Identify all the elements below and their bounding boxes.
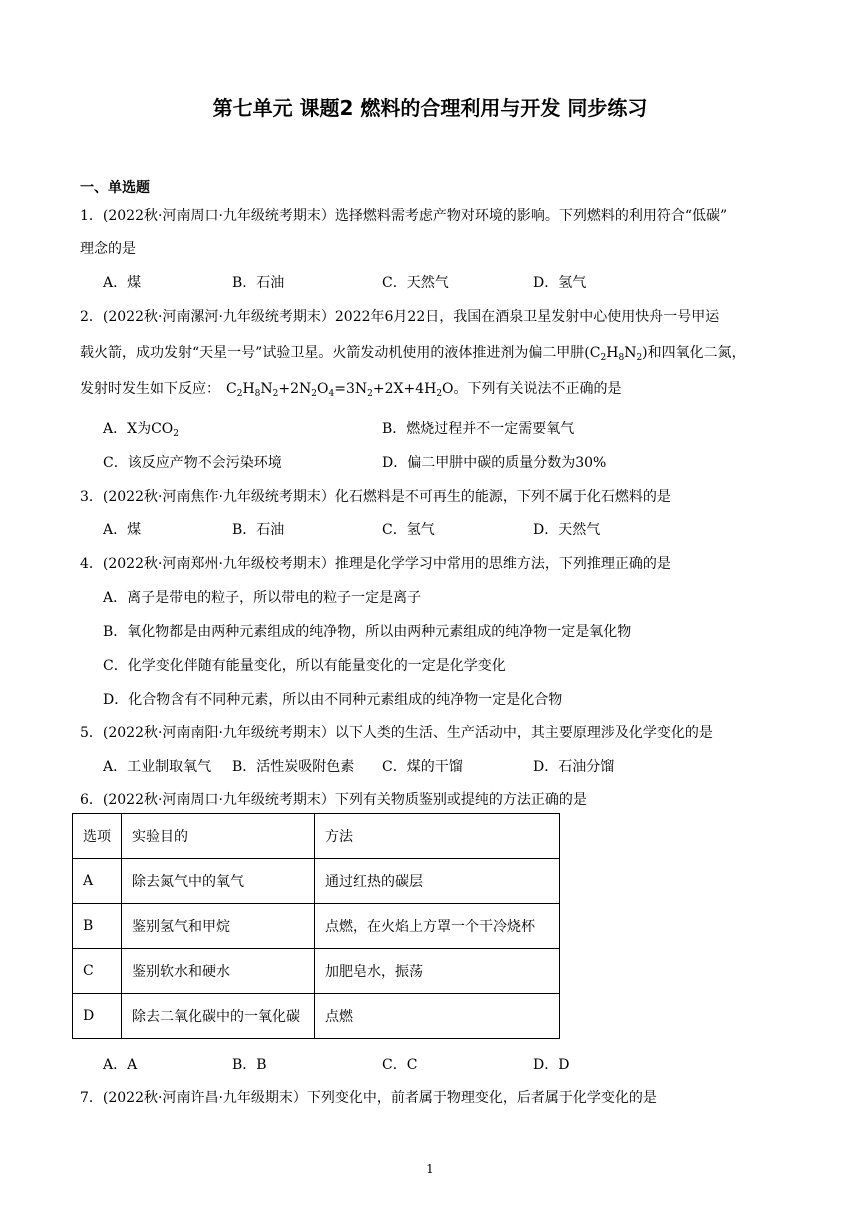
question-5-option-d: D．石油分馏 bbox=[533, 759, 615, 775]
table-cell: 点燃 bbox=[315, 994, 560, 1039]
question-3-text: 3．(2022秋·河南焦作·九年级统考期末）化石燃料是不可再生的能源，下列不属于化石燃料的是 bbox=[80, 489, 671, 505]
table-header-row bbox=[73, 814, 560, 859]
question-5-text: 5．(2022秋·河南南阳·九年级统考期末）以下人类的生活、生产活动中，其主要原理涉及化学变化的是 bbox=[80, 725, 713, 741]
question-1-option-c: C．天然气 bbox=[382, 275, 449, 291]
table-header-cell: 选项 bbox=[73, 814, 122, 859]
table-cell: A bbox=[73, 859, 122, 904]
question-1-text-cont: 理念的是 bbox=[80, 241, 136, 257]
chemical-equation: $C_2H_8N_2+2N_2O_4=3N_2+2X+4H_2O$ bbox=[226, 381, 454, 399]
table-row bbox=[73, 904, 560, 949]
question-6-text: 6．(2022秋·河南周口·九年级统考期末）下列有关物质鉴别或提纯的方法正确的是 bbox=[80, 792, 587, 808]
question-4-option-a: A．离子是带电的粒子，所以带电的粒子一定是离子 bbox=[103, 590, 422, 606]
question-4-option-d: D．化合物含有不同种元素，所以由不同种元素组成的纯净物一定是化合物 bbox=[103, 692, 563, 708]
question-2-option-b: B．燃烧过程并不一定需要氧气 bbox=[382, 421, 575, 437]
question-6-option-c: C．C bbox=[382, 1057, 418, 1073]
question-6-table bbox=[72, 813, 560, 1039]
table-cell: B bbox=[73, 904, 122, 949]
table-cell: 除去氮气中的氧气 bbox=[122, 859, 315, 904]
question-1-option-b: B．石油 bbox=[232, 275, 285, 291]
table-row bbox=[73, 994, 560, 1039]
question-2-option-a: A．X为$CO_2$ bbox=[103, 421, 180, 439]
question-2-equation-line: 发射时发生如下反应： $C_2H_8N_2+2N_2O_4=3N_2+2X+4H_2O$。下列有关说法不正确的是 bbox=[80, 381, 622, 399]
question-3-option-b: B．石油 bbox=[232, 522, 285, 538]
question-7-text: 7．(2022秋·河南许昌·九年级期末）下列变化中，前者属于物理变化，后者属于化学变化的是 bbox=[80, 1090, 657, 1106]
table-header-cell: 实验目的 bbox=[122, 814, 315, 859]
question-5-option-c: C．煤的干馏 bbox=[382, 759, 463, 775]
question-4-text: 4．(2022秋·河南郑州·九年级校考期末）推理是化学学习中常用的思维方法，下列推理正确的是 bbox=[80, 556, 671, 572]
question-2-text: 2．(2022秋·河南漯河·九年级统考期末）2022年6月22日，我国在酒泉卫星发射中心使用快舟一号甲运 bbox=[80, 309, 720, 325]
question-4-option-b: B．氧化物都是由两种元素组成的纯净物，所以由两种元素组成的纯净物一定是氧化物 bbox=[103, 624, 632, 640]
table-cell: D bbox=[73, 994, 122, 1039]
table-cell: 鉴别软水和硬水 bbox=[122, 949, 315, 994]
question-4-option-c: C．化学变化伴随有能量变化，所以有能量变化的一定是化学变化 bbox=[103, 658, 506, 674]
question-3-option-a: A．煤 bbox=[103, 522, 142, 538]
question-6-option-d: D．D bbox=[533, 1057, 570, 1073]
table-header-cell: 方法 bbox=[315, 814, 560, 859]
table-row bbox=[73, 859, 560, 904]
table-cell: 通过红热的碳层 bbox=[315, 859, 560, 904]
table-cell: 鉴别氢气和甲烷 bbox=[122, 904, 315, 949]
table-cell: 加肥皂水，振荡 bbox=[315, 949, 560, 994]
question-1-text: 1．(2022秋·河南周口·九年级统考期末）选择燃料需考虑产物对环境的影响。下列燃料的利用符合“低碳” bbox=[80, 208, 728, 224]
question-2-text-cont: 载火箭，成功发射“天星一号”试验卫星。火箭发动机使用的液体推进剂为偏二甲肼$(C_2H_8N_2)$和四氧化二氮， bbox=[80, 345, 746, 363]
question-2-option-d: D．偏二甲肼中碳的质量分数为30% bbox=[382, 455, 607, 471]
question-6-option-a: A．A bbox=[103, 1057, 138, 1073]
section-heading: 一、单选题 bbox=[80, 180, 150, 196]
page-title: 第七单元 课题2 燃料的合理利用与开发 同步练习 bbox=[212, 96, 648, 120]
question-5-option-b: B．活性炭吸附色素 bbox=[232, 759, 355, 775]
question-2-option-c: C．该反应产物不会污染环境 bbox=[103, 455, 282, 471]
question-1-option-a: A．煤 bbox=[103, 275, 142, 291]
page-number: 1 bbox=[426, 1162, 434, 1176]
question-6-option-b: B．B bbox=[232, 1057, 267, 1073]
question-1-option-d: D．氢气 bbox=[533, 275, 587, 291]
table-row bbox=[73, 949, 560, 994]
question-5-option-a: A．工业制取氧气 bbox=[103, 759, 212, 775]
question-3-option-d: D．天然气 bbox=[533, 522, 601, 538]
table-cell: C bbox=[73, 949, 122, 994]
table-cell: 点燃，在火焰上方罩一个干冷烧杯 bbox=[315, 904, 560, 949]
table-cell: 除去二氧化碳中的一氧化碳 bbox=[122, 994, 315, 1039]
question-3-option-c: C．氢气 bbox=[382, 522, 435, 538]
